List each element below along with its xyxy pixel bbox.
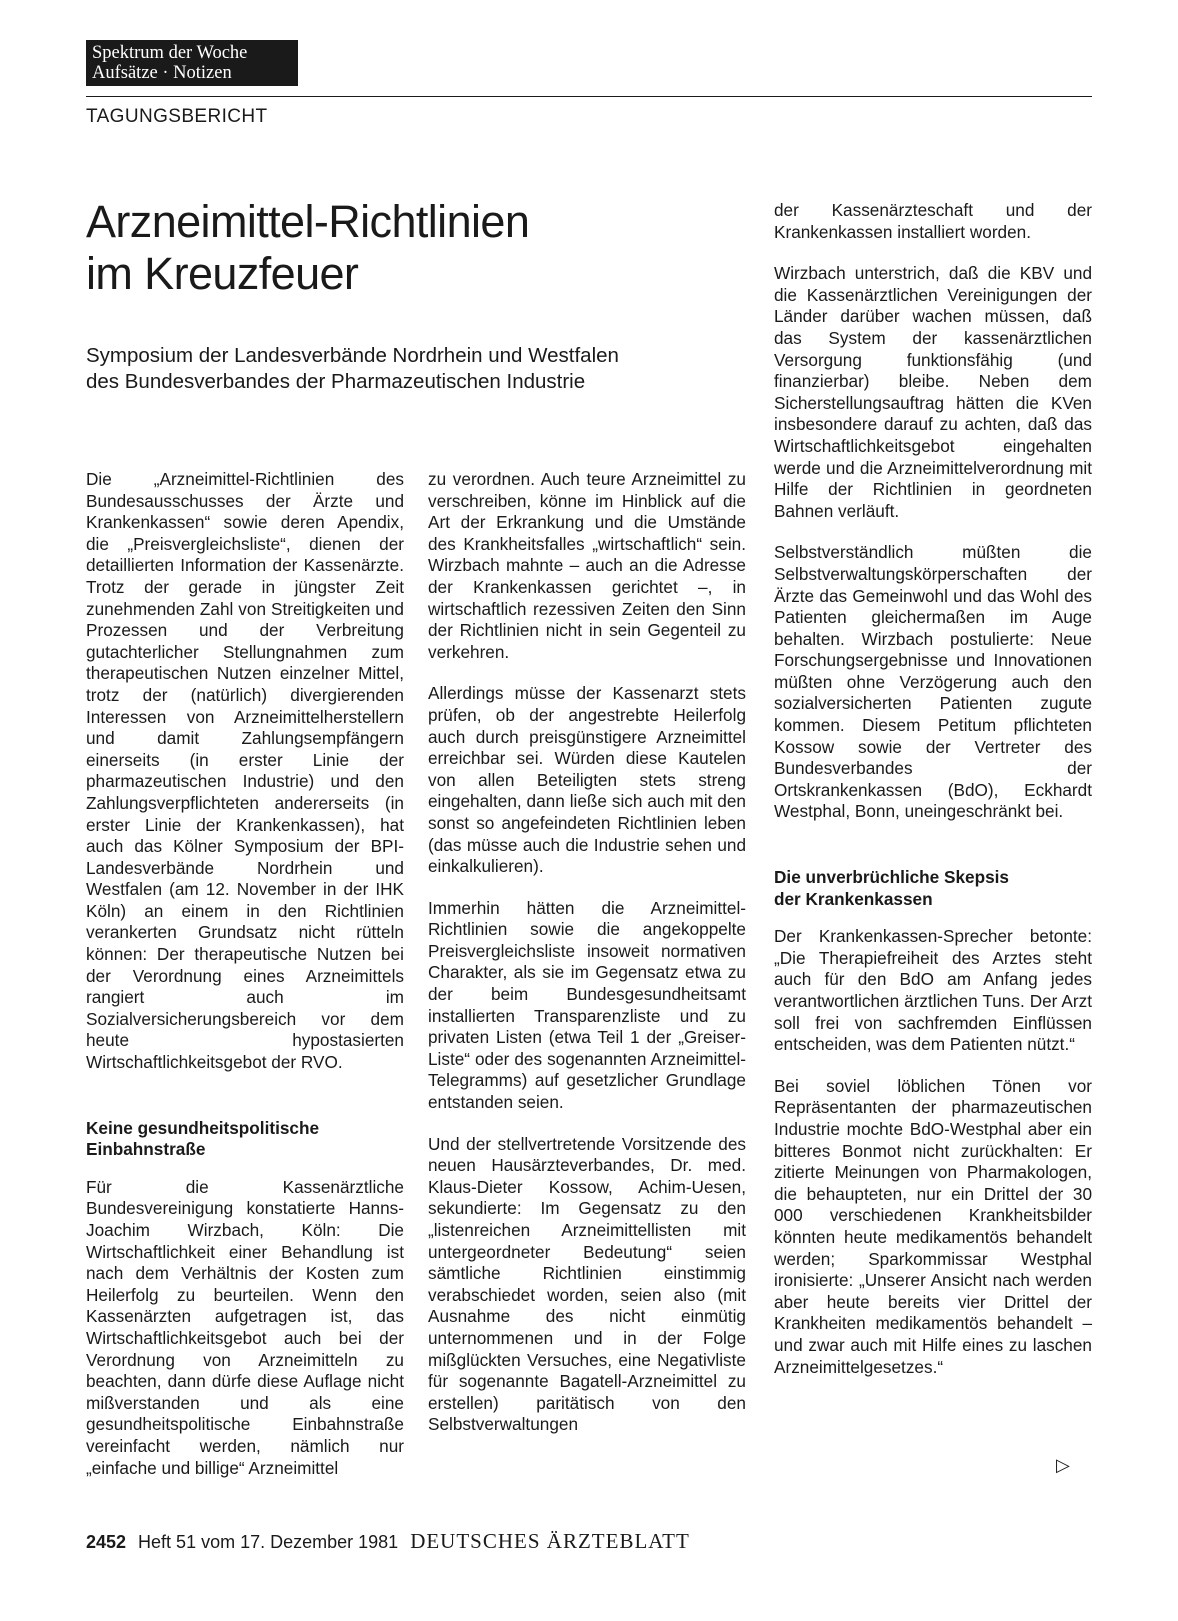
paragraph: der Kassenärzteschaft und der Krankenkassen installiert worden. [774, 200, 1092, 242]
paragraph: Der Krankenkassen-Sprecher betonte: „Die Therapiefreiheit des Arztes steht auch für den BdO am Anfang jedes verantwortlichen ärztlichen Tuns. Der Arzt soll frei von sachfremden Einflüssen entscheiden, was dem Patienten nützt.“ [774, 926, 1092, 1055]
paragraph: Die „Arzneimittel-Richtlinien des Bundesausschusses der Ärzte und Krankenkassen“ sowie deren Apendix, die „Preisvergleichsliste“, dienen der detaillierten Information der Kassenärzte. Trotz der gerade in jüngster Zeit zunehmenden Zahl von Streitigkeiten und Prozessen und der Verbreitung gutachterlicher Stellungnahmen zum therapeutischen Nutzen einzelner Mittel, trotz der (natürlich) divergierenden Interessen von Arzneimittelherstellern und damit Zahlungsempfängern einerseits (in erster Linie der pharmazeutischen Industrie) und den Zahlungsverpflichteten andererseits (in erster Linie der Krankenkassen), hat auch das Kölner Symposium der BPI-Landesverbände Nordrhein und Westfalen (am 12. November in der IHK Köln) an einem in den Richtlinien verankerten Grundsatz nicht rütteln können: Der therapeutische Nutzen bei der Verordnung eines Arzneimittels rangiert auch im Sozialversicherungsbereich vor dem heute hypostasierten Wirtschaftlichkeitsgebot der RVO. [86, 469, 404, 1073]
header-box-line1: Spektrum der Woche [92, 43, 248, 63]
subheading-einbahnstrasse [86, 1118, 404, 1161]
page-number: 2452 [86, 1532, 127, 1552]
paragraph: Selbstverständlich müßten die Selbstverwaltungskörperschaften der Ärzte das Gemeinwohl und das Wohl des Patienten gleichermaßen im Auge behalten. Wirzbach postulierte: Neue Forschungsergebnisse und Innovationen müßten ohne Verzögerung auch den sozialversicherten Patienten zugute kommen. Diesem Petitum pflichteten Kossow sowie der Vertreter des Bundesverbandes der Ortskrankenkassen (BdO), Eckhardt Westphal, Bonn, uneingeschränkt bei. [774, 542, 1092, 822]
title-line2: im Kreuzfeuer [86, 248, 359, 299]
header-rule [86, 96, 1092, 97]
issue-info: Heft 51 vom 17. Dezember 1981 [138, 1532, 399, 1552]
subtitle-line2: des Bundesverbandes der Pharmazeutischen Industrie [86, 370, 586, 393]
paragraph: Immerhin hätten die Arzneimittel-Richtlinien sowie die angekoppelte Preisvergleichsliste insoweit normativen Charakter, als sie im Gegensatz etwa zu der beim Bundesgesundheitsamt installierten Transparenzliste und zu privaten Listen (etwa Teil 1 der „Greiser-Liste“ oder des sogenannten Arzneimittel-Telegramms) auf gesetzlicher Grundlage entstanden seien. [428, 897, 746, 1113]
subheading-line1: Die unverbrüchliche Skepsis [774, 867, 1009, 888]
paragraph: Und der stellvertretende Vorsitzende des neuen Hausärzteverbandes, Dr. med. Klaus-Dieter Kossow, Achim-Uesen, sekundierte: Im Gegensatz zu den „listenreichen Arzneimittellisten mit untergeordneter Bedeutung“ seien sämtliche Richtlinien einstimmig verabschiedet worden, seien also (mit Ausnahme des nicht einmütig unternommenen und in der Folge mißglückten Versuches, eine Negativliste für sogenannte Bagatell-Arzneimittel zu erstellen) paritätisch von den Selbstverwaltungen [428, 1133, 746, 1435]
paragraph: Bei soviel löblichen Tönen vor Repräsentanten der pharmazeutischen Industrie mochte BdO-Westphal aber ein bitteres Bonmot nicht zurückhalten: Er zitierte Meinungen von Pharmakologen, die behaupteten, nur ein Drittel der 30 000 verschiedenen Krankheitsbilder könnten heute medikamentös behandelt werden; Sparkommissar Westphal ironisierte: „Unserer Ansicht nach werden aber heute bereits vier Drittel der Krankheiten medikamentös behandelt – und zwar auch mit Hilfe eines zu laschen Arzneimittelgesetzes.“ [774, 1075, 1092, 1377]
paragraph: Für die Kassenärztliche Bundesvereinigung konstatierte Hanns-Joachim Wirzbach, Köln: Die Wirtschaftlichkeit einer Behandlung ist nach dem Verhältnis der Kosten zum Heilerfolg zu beurteilen. Wenn den Kassenärzten aufgetragen ist, das Wirtschaftlichkeitsgebot auch bei der Verordnung von Arzneimitteln zu beachten, dann dürfe diese Auflage nicht mißverstanden und als eine gesundheitspolitische Einbahnstraße vereinfacht werden, nämlich nur „einfache und billige“ Arzneimittel [86, 1176, 404, 1478]
continue-arrow-icon: ▷ [1056, 1455, 1070, 1475]
subheading-skepsis [774, 867, 1092, 910]
title-line1: Arzneimittel-Richtlinien [86, 196, 530, 247]
column-1 [86, 469, 404, 1479]
section-header-box [86, 40, 298, 86]
paragraph: Wirzbach unterstrich, daß die KBV und die Kassenärztlichen Vereinigungen der Länder darüber wachen müssen, daß das System der kassenärztlichen Versorgung funktionsfähig (und finanzierbar) bleibe. Neben dem Sicherstellungsauftrag hätten die KVen insbesondere darauf zu achten, daß das Wirtschaftlichkeitsgebot eingehalten werde und die Arzneimittelverordnung mit Hilfe der Richtlinien in geordneten Bahnen verläuft. [774, 263, 1092, 521]
subtitle-line1: Symposium der Landesverbände Nordrhein und Westfalen [86, 344, 619, 367]
header-box-line2: Aufsätze · Notizen [92, 63, 232, 83]
subheading-line2: Einbahnstraße [86, 1139, 206, 1160]
column-3 [774, 200, 1092, 1378]
section-label: TAGUNGSBERICHT [86, 106, 268, 127]
article-title [86, 196, 686, 300]
journal-name: DEUTSCHES ÄRZTEBLATT [410, 1529, 690, 1553]
paragraph: zu verordnen. Auch teure Arzneimittel zu verschreiben, könne im Hinblick auf die Art der Erkrankung und die Umstände des Krankheitsfalles „wirtschaftlich“ sein. Wirzbach mahnte – auch an die Adresse der Krankenkassen gerichtet –, in wirtschaftlich rezessiven Zeiten den Sinn der Richtlinien nicht in sein Gegenteil zu verkehren. [428, 469, 746, 662]
column-2 [428, 469, 746, 1436]
article-subtitle [86, 343, 726, 395]
subheading-line2: der Krankenkassen [774, 888, 933, 909]
page-footer [86, 1530, 690, 1553]
paragraph: Allerdings müsse der Kassenarzt stets prüfen, ob der angestrebte Heilerfolg auch durch preisgünstigere Arzneimittel erreichbar sei. Würden diese Kautelen von allen Beteiligten stets streng eingehalten, dann ließe sich auch mit den sonst so angefeindeten Richtlinien leben (das müsse auch die Industrie sehen und einkalkulieren). [428, 683, 746, 877]
subheading-line1: Keine gesundheitspolitische [86, 1117, 320, 1138]
